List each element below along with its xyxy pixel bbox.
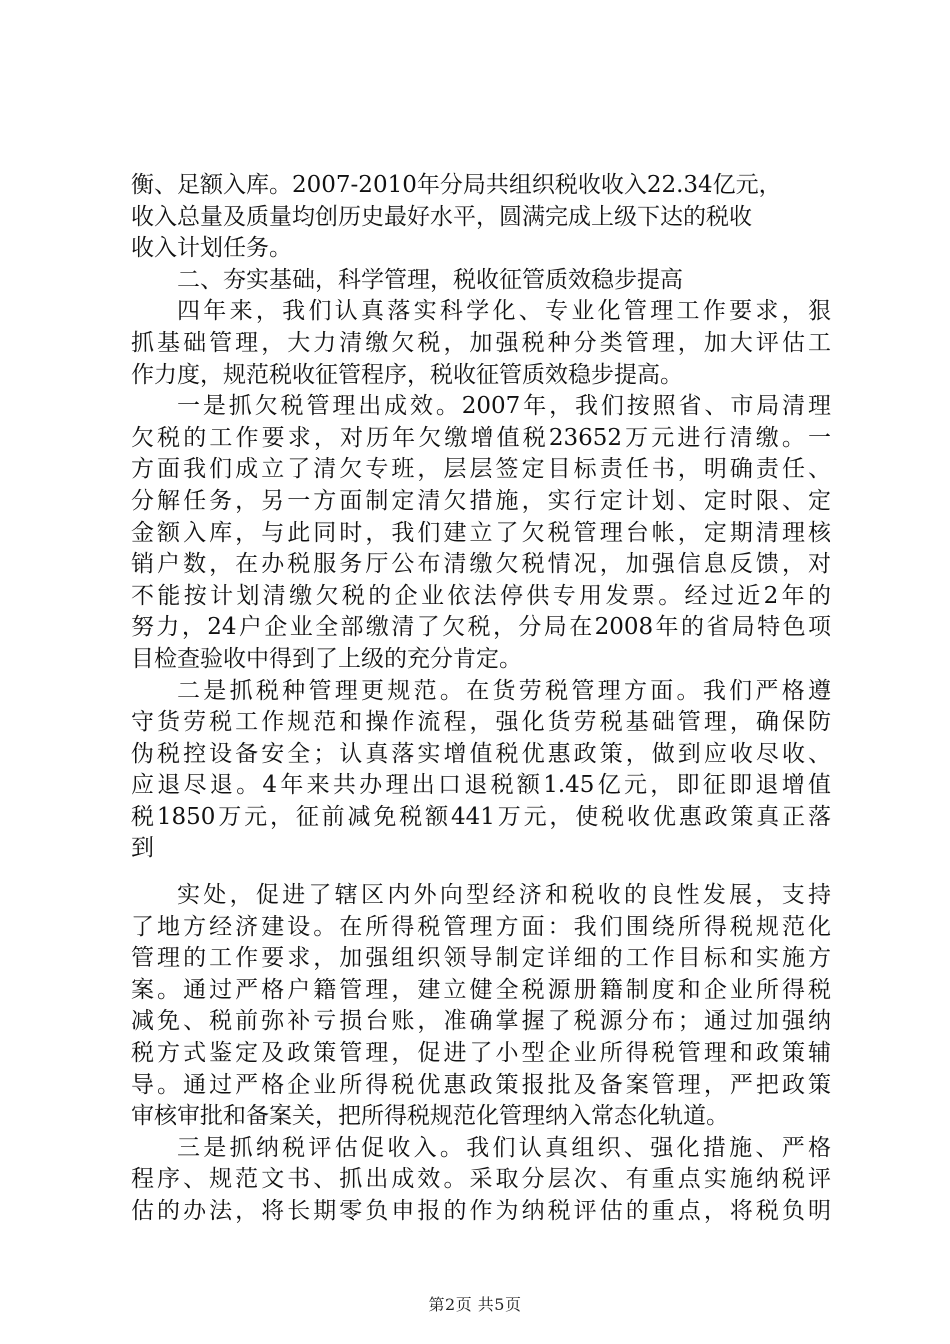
body-line: 到 bbox=[131, 835, 154, 862]
body-line: 销户数，在办税服务厅公布清缴欠税情况，加强信息反馈，对 bbox=[131, 551, 831, 578]
paragraph-gap bbox=[131, 865, 831, 880]
body-line: 金额入库，与此同时，我们建立了欠税管理台帐，定期清理核 bbox=[131, 519, 831, 546]
body-line: 实处，促进了辖区内外向型经济和税收的良性发展，支持 bbox=[177, 882, 831, 909]
body-line: 分解任务，另一方面制定清欠措施，实行定计划、定时限、定 bbox=[131, 487, 831, 514]
body-line: 导。通过严格企业所得税优惠政策报批及备案管理，严把政策 bbox=[131, 1071, 831, 1098]
body-line: 方面我们成立了清欠专班，层层签定目标责任书，明确责任、 bbox=[131, 456, 831, 483]
body-line: 了地方经济建设。在所得税管理方面：我们围绕所得税规范化 bbox=[131, 913, 831, 940]
body-line: 守货劳税工作规范和操作流程，强化货劳税基础管理，确保防 bbox=[131, 709, 831, 736]
page-number-footer: 第2页 共5页 bbox=[428, 1295, 522, 1314]
body-line: 目检查验收中得到了上级的充分肯定。 bbox=[131, 645, 522, 672]
body-line: 收入总量及质量均创历史最好水平，圆满完成上级下达的税收 bbox=[131, 203, 752, 230]
body-line: 减免、税前弥补亏损台账，准确掌握了税源分布；通过加强纳 bbox=[131, 1008, 831, 1035]
body-line: 税1850万元，征前减免税额441万元，使税收优惠政策真正落 bbox=[131, 803, 831, 830]
body-line: 作力度，规范税收征管程序，税收征管质效稳步提高。 bbox=[131, 361, 683, 388]
body-line: 抓基础管理，大力清缴欠税，加强税种分类管理，加大评估工 bbox=[131, 329, 831, 356]
body-line: 税方式鉴定及政策管理，促进了小型企业所得税管理和政策辅 bbox=[131, 1040, 831, 1067]
body-line: 努力，24户企业全部缴清了欠税，分局在2008年的省局特色项 bbox=[131, 614, 831, 641]
section-heading: 二、夯实基础，科学管理，税收征管质效稳步提高 bbox=[177, 266, 683, 293]
body-line: 管理的工作要求，加强组织领导制定详细的工作目标和实施方 bbox=[131, 945, 831, 972]
body-line: 不能按计划清缴欠税的企业依法停供专用发票。经过近2年的 bbox=[131, 582, 831, 609]
body-line: 一是抓欠税管理出成效。2007年，我们按照省、市局清理 bbox=[177, 393, 831, 420]
body-line: 衡、足额入库。2007-2010年分局共组织税收收入22.34亿元， bbox=[131, 172, 782, 198]
body-line: 应退尽退。4年来共办理出口退税额1.45亿元，即征即退增值 bbox=[131, 772, 831, 799]
body-line: 收入计划任务。 bbox=[131, 235, 292, 262]
body-line: 四年来，我们认真落实科学化、专业化管理工作要求，狠 bbox=[177, 298, 831, 325]
body-line: 欠税的工作要求，对历年欠缴增值税23652万元进行清缴。一 bbox=[131, 424, 831, 451]
body-line: 案。通过严格户籍管理，建立健全税源册籍制度和企业所得税 bbox=[131, 976, 831, 1003]
body-line: 二是抓税种管理更规范。在货劳税管理方面。我们严格遵 bbox=[177, 677, 831, 704]
body-line: 程序、规范文书、抓出成效。采取分层次、有重点实施纳税评 bbox=[131, 1166, 831, 1193]
body-line: 估的办法，将长期零负申报的作为纳税评估的重点，将税负明 bbox=[131, 1198, 831, 1224]
body-line: 伪税控设备安全；认真落实增值税优惠政策，做到应收尽收、 bbox=[131, 740, 831, 767]
body-line: 审核审批和备案关，把所得税规范化管理纳入常态化轨道。 bbox=[131, 1103, 729, 1130]
body-line: 三是抓纳税评估促收入。我们认真组织、强化措施、严格 bbox=[177, 1134, 831, 1161]
document-body bbox=[131, 170, 831, 1228]
